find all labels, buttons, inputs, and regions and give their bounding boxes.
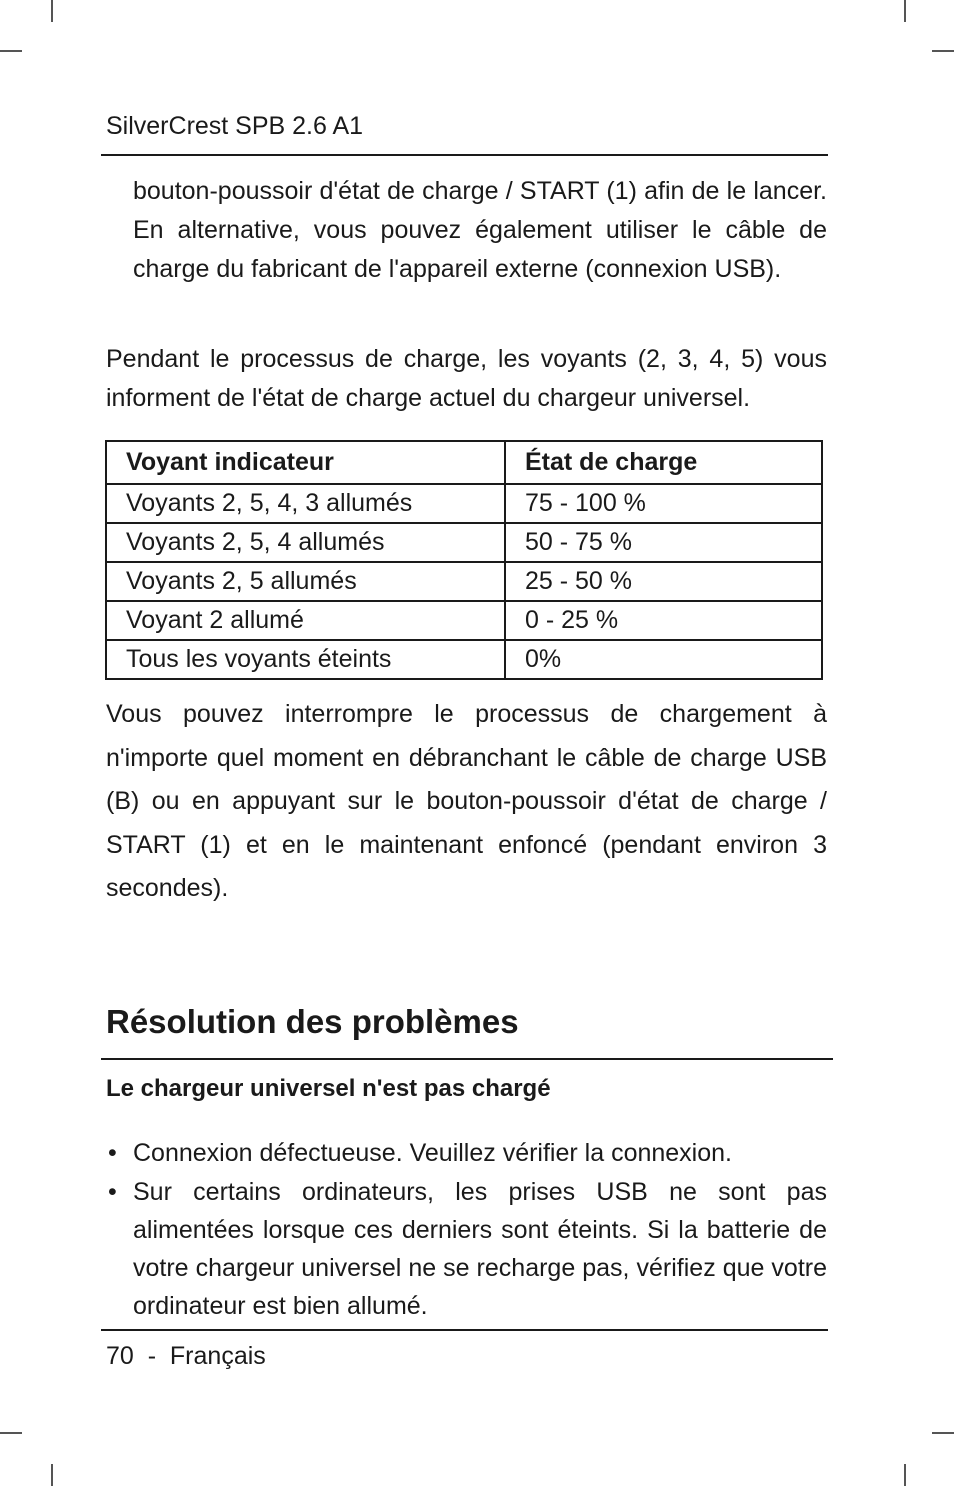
list-item-text: Sur certains ordinateurs, les prises USB ne sont pas alimentées lorsque ces derniers sont éteints. Si la batterie de votre chargeur universel ne se recharge pas, vérifiez que votre ordinateur est bien allumé. <box>133 1178 827 1320</box>
crop-mark <box>904 1464 906 1486</box>
table-row <box>106 640 822 679</box>
table-cell: Voyant 2 allumé <box>106 601 505 640</box>
table-row <box>106 562 822 601</box>
table-cell: Voyants 2, 5, 4 allumés <box>106 523 505 562</box>
table-row <box>106 601 822 640</box>
table-cell: 75 - 100 % <box>505 484 822 523</box>
table-cell: 50 - 75 % <box>505 523 822 562</box>
crop-mark <box>904 0 906 22</box>
table-cell: 0 - 25 % <box>505 601 822 640</box>
list-item-text: Connexion défectueuse. Veuillez vérifier la connexion. <box>133 1139 732 1167</box>
crop-mark <box>0 50 22 52</box>
table-cell: Tous les voyants éteints <box>106 640 505 679</box>
troubleshooting-list <box>106 1134 827 1326</box>
section-subtitle: Le chargeur universel n'est pas chargé <box>106 1075 551 1102</box>
table-row <box>106 484 822 523</box>
bullet-icon: • <box>108 1139 117 1167</box>
crop-mark <box>932 50 954 52</box>
bullet-icon: • <box>108 1178 117 1206</box>
section-rule <box>101 1058 833 1060</box>
table-cell: 0% <box>505 640 822 679</box>
page-footer: 70 - Français <box>106 1342 266 1370</box>
table-cell: Voyants 2, 5, 4, 3 allumés <box>106 484 505 523</box>
list-item <box>106 1134 827 1172</box>
table-header-cell: État de charge <box>505 441 822 484</box>
table-row <box>106 523 822 562</box>
crop-mark <box>51 0 53 22</box>
footer-rule <box>101 1329 828 1331</box>
table-cell: Voyants 2, 5 allumés <box>106 562 505 601</box>
header-rule <box>101 154 828 156</box>
table-cell: 25 - 50 % <box>505 562 822 601</box>
list-item <box>106 1173 827 1325</box>
running-header: SilverCrest SPB 2.6 A1 <box>106 112 364 140</box>
interrupt-paragraph: Vous pouvez interrompre le processus de chargement à n'importe quel moment en débranchant le câble de charge USB (B) ou en appuyant sur le bouton-poussoir d'état de charge / START (1) et en le maintenant enfoncé (pendant environ 3 secondes). <box>106 700 827 902</box>
leds-paragraph: Pendant le processus de charge, les voyants (2, 3, 4, 5) vous informent de l'état de charge actuel du chargeur universel. <box>106 345 827 412</box>
intro-continuation: bouton-poussoir d'état de charge / START (1) afin de le lancer. En alternative, vous pouvez également utiliser le câble de charge du fabricant de l'appareil externe (connexion USB). <box>133 177 827 283</box>
crop-mark <box>51 1464 53 1486</box>
table-header-row <box>106 441 822 484</box>
section-title: Résolution des problèmes <box>106 1003 519 1040</box>
charge-status-table <box>105 440 823 680</box>
table-header-cell: Voyant indicateur <box>106 441 505 484</box>
crop-mark <box>932 1432 954 1434</box>
crop-mark <box>0 1432 22 1434</box>
